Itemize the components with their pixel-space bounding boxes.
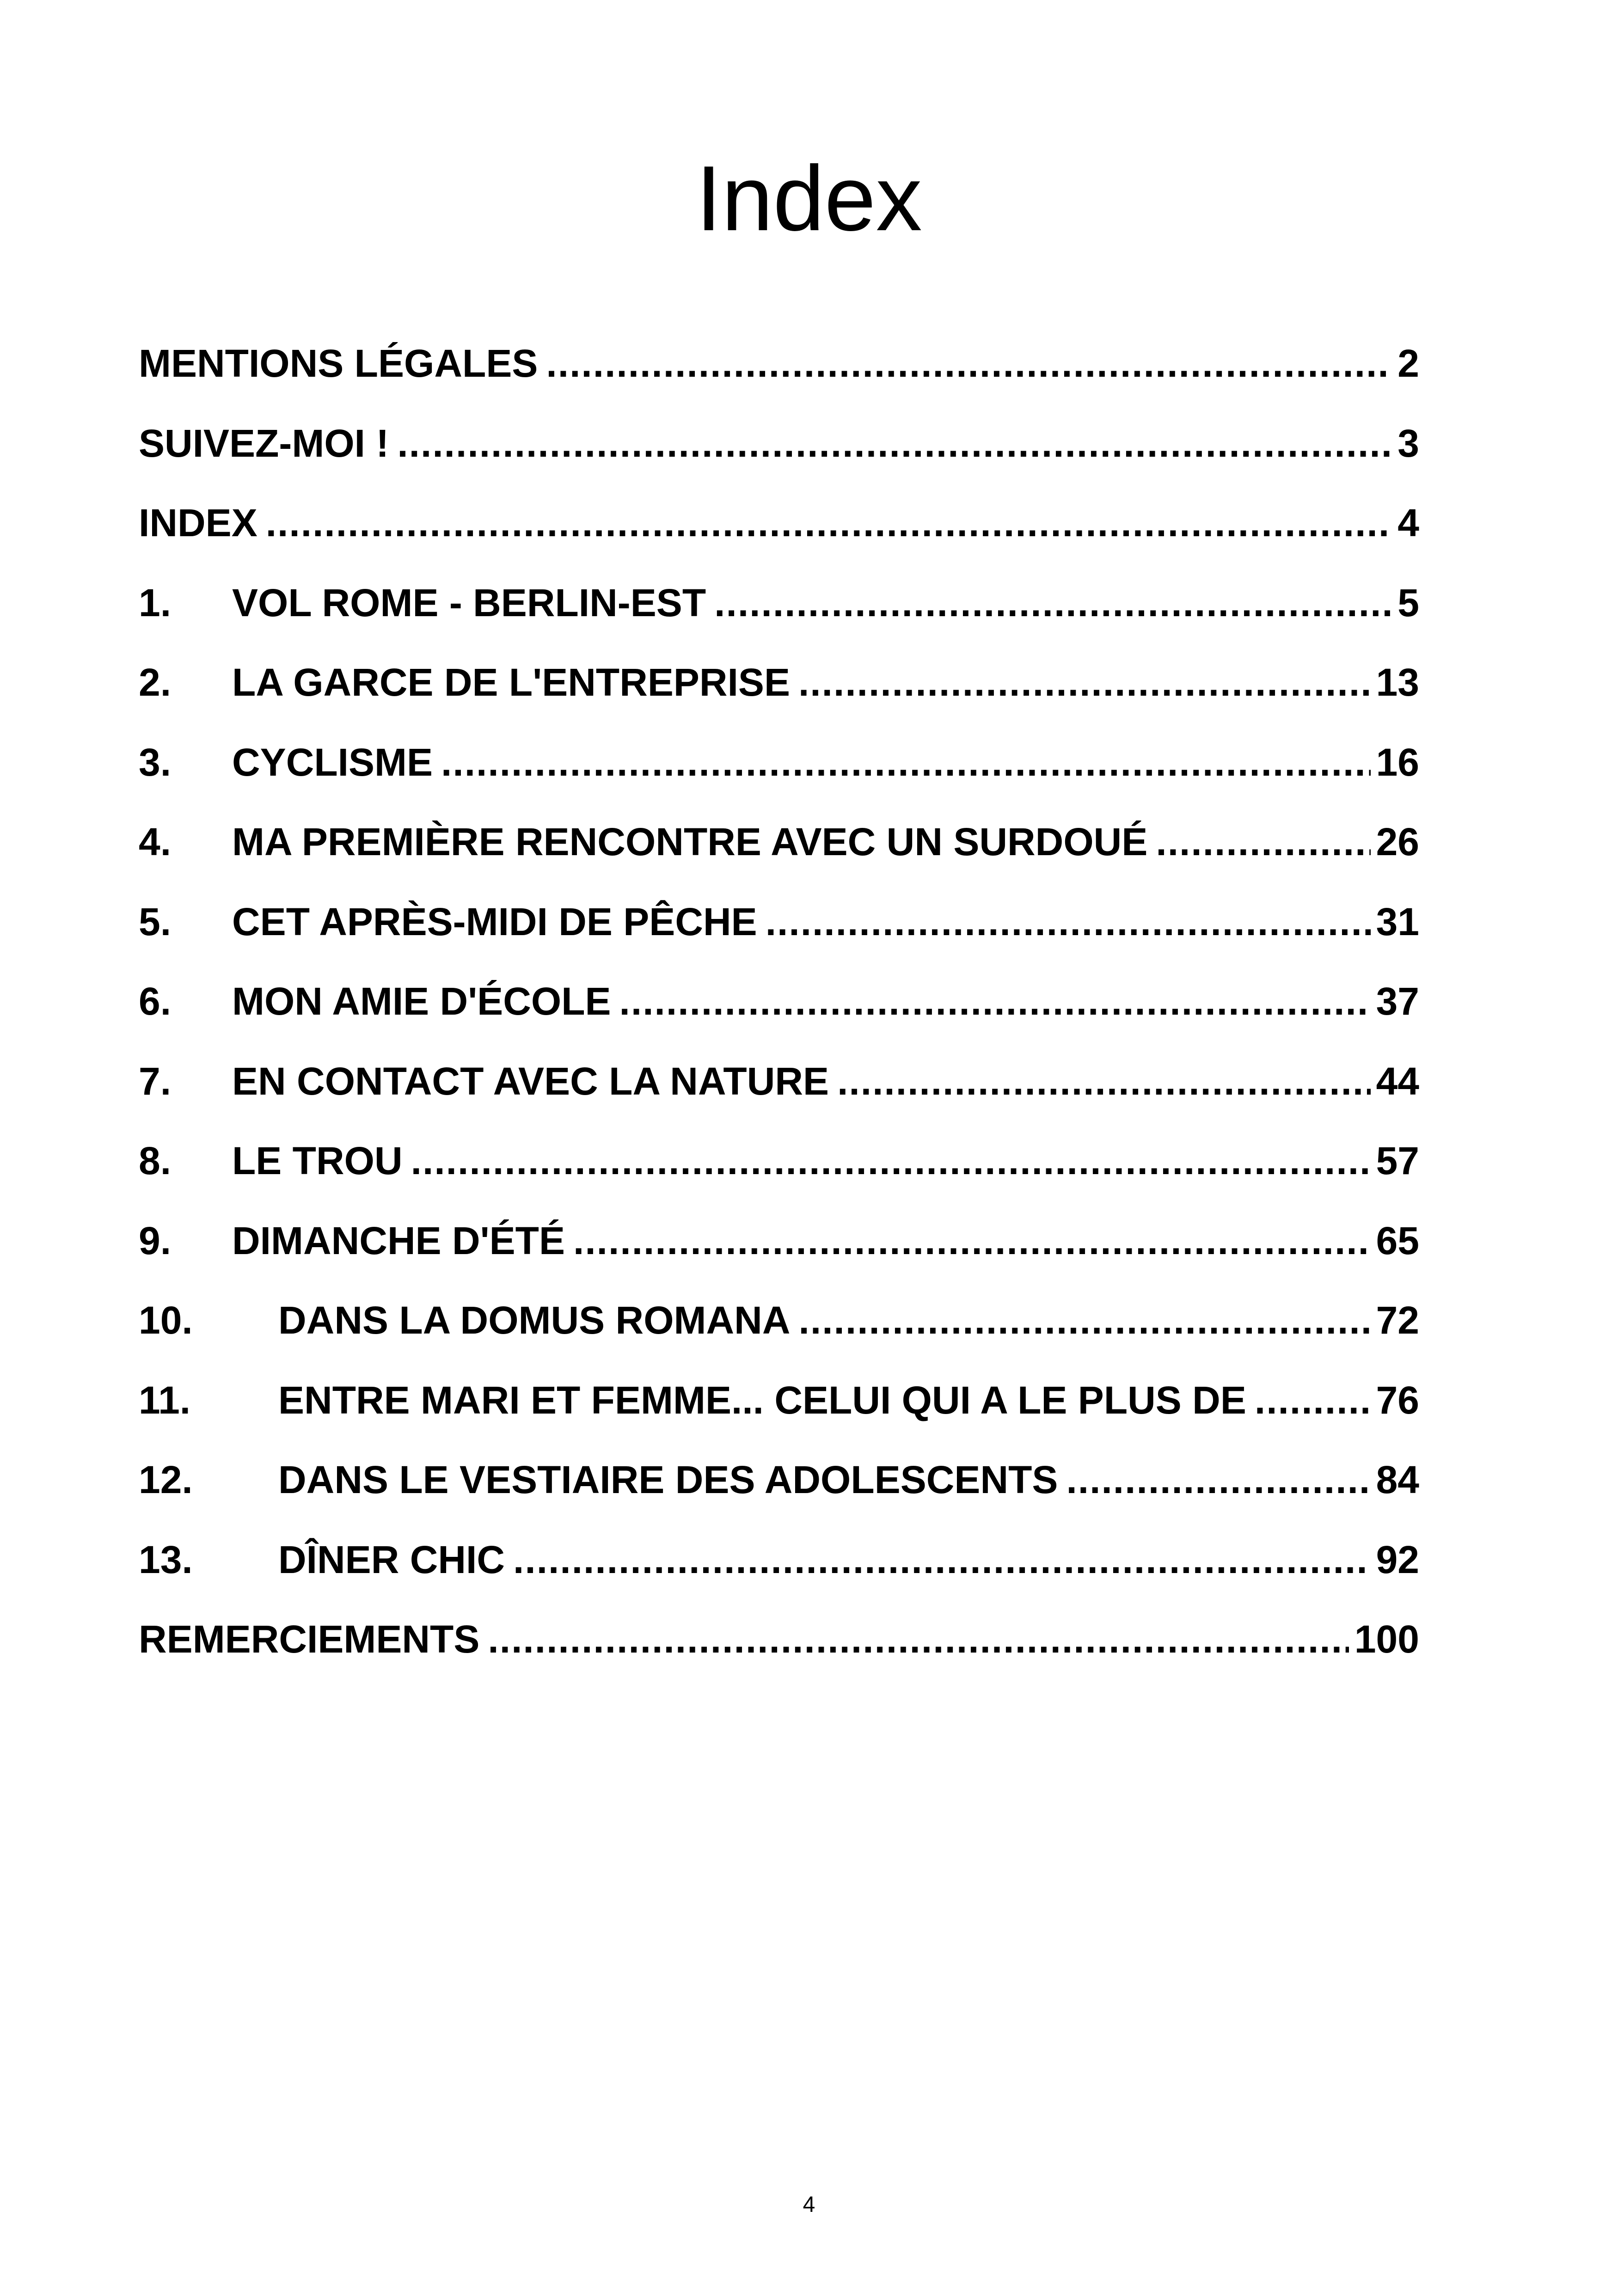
toc-entry-label: CYCLISME xyxy=(232,740,433,784)
toc-entry-number: 13. xyxy=(139,1537,193,1581)
dot-leader xyxy=(266,483,1392,563)
dot-leader xyxy=(411,1121,1371,1201)
toc-entry-label: REMERCIEMENTS xyxy=(139,1617,480,1661)
toc-entry[interactable] xyxy=(139,961,1419,1041)
toc-entry[interactable] xyxy=(139,722,1419,802)
toc-entry-number: 10. xyxy=(139,1298,193,1342)
dot-leader xyxy=(397,404,1392,484)
toc-entry[interactable] xyxy=(139,404,1419,484)
toc-entry[interactable] xyxy=(139,1360,1419,1440)
toc-entry[interactable] xyxy=(139,1041,1419,1121)
dot-leader xyxy=(513,1520,1371,1600)
toc-entry-label: DIMANCHE D'ÉTÉ xyxy=(232,1218,565,1262)
toc-entry-page: 13 xyxy=(1376,661,1419,704)
toc-entry-label: MENTIONS LÉGALES xyxy=(139,342,538,385)
table-of-contents xyxy=(139,324,1419,1679)
toc-entry-label: INDEX xyxy=(139,501,257,545)
toc-entry-number: 4. xyxy=(139,820,172,863)
toc-entry-label: LA GARCE DE L'ENTREPRISE xyxy=(232,661,790,704)
toc-entry-page: 72 xyxy=(1376,1298,1419,1342)
toc-entry-page: 16 xyxy=(1376,740,1419,784)
dot-leader xyxy=(837,1041,1371,1121)
toc-entry[interactable] xyxy=(139,563,1419,643)
toc-entry-number: 5. xyxy=(139,900,172,943)
toc-entry-label: MA PREMIÈRE RENCONTRE AVEC UN SURDOUÉ xyxy=(232,820,1148,863)
toc-entry-page: 92 xyxy=(1376,1537,1419,1581)
toc-entry-label: LE TROU xyxy=(232,1139,403,1182)
dot-leader xyxy=(488,1599,1348,1679)
toc-entry-page: 2 xyxy=(1397,342,1419,385)
toc-entry-number: 6. xyxy=(139,980,172,1023)
toc-entry[interactable] xyxy=(139,643,1419,722)
toc-entry-page: 44 xyxy=(1376,1059,1419,1103)
toc-entry-page: 57 xyxy=(1376,1139,1419,1182)
dot-leader xyxy=(799,1280,1371,1360)
dot-leader xyxy=(619,961,1371,1041)
toc-entry[interactable] xyxy=(139,1201,1419,1281)
toc-entry[interactable] xyxy=(139,324,1419,404)
toc-entry-page: 65 xyxy=(1376,1218,1419,1262)
dot-leader xyxy=(573,1201,1371,1281)
toc-entry[interactable] xyxy=(139,882,1419,962)
toc-entry-label: CET APRÈS-MIDI DE PÊCHE xyxy=(232,900,757,943)
toc-entry[interactable] xyxy=(139,483,1419,563)
dot-leader xyxy=(1066,1440,1370,1520)
toc-entry[interactable] xyxy=(139,1280,1419,1360)
toc-entry-page: 26 xyxy=(1376,820,1419,863)
toc-entry-page: 5 xyxy=(1397,581,1419,625)
toc-entry-number: 1. xyxy=(139,581,172,625)
toc-entry-number: 7. xyxy=(139,1059,172,1103)
toc-entry-page: 84 xyxy=(1376,1458,1419,1501)
toc-entry-number: 3. xyxy=(139,740,172,784)
toc-entry[interactable] xyxy=(139,1121,1419,1201)
toc-entry-label: DANS LE VESTIAIRE DES ADOLESCENTS xyxy=(278,1458,1058,1501)
page-title: Index xyxy=(696,147,922,250)
toc-entry-label: ENTRE MARI ET FEMME... CELUI QUI A LE PLUS DE xyxy=(278,1378,1246,1422)
toc-entry-label: DANS LA DOMUS ROMANA xyxy=(278,1298,791,1342)
toc-entry-number: 11. xyxy=(139,1378,191,1422)
toc-entry[interactable] xyxy=(139,802,1419,882)
dot-leader xyxy=(714,563,1392,643)
page-number: 4 xyxy=(803,2192,815,2217)
toc-entry-label: SUIVEZ-MOI ! xyxy=(139,421,389,465)
dot-leader xyxy=(766,882,1371,962)
dot-leader xyxy=(1255,1360,1371,1440)
dot-leader xyxy=(546,324,1392,404)
toc-entry[interactable] xyxy=(139,1440,1419,1520)
toc-entry-page: 37 xyxy=(1376,980,1419,1023)
toc-entry-number: 8. xyxy=(139,1139,172,1182)
toc-entry[interactable] xyxy=(139,1599,1419,1679)
toc-entry-page: 31 xyxy=(1376,900,1419,943)
toc-entry-page: 3 xyxy=(1397,421,1419,465)
dot-leader xyxy=(441,722,1371,802)
dot-leader xyxy=(1156,802,1370,882)
toc-entry-label: VOL ROME - BERLIN-EST xyxy=(232,581,706,625)
toc-entry-page: 100 xyxy=(1354,1617,1419,1661)
toc-entry[interactable] xyxy=(139,1520,1419,1600)
toc-entry-label: EN CONTACT AVEC LA NATURE xyxy=(232,1059,829,1103)
toc-entry-label: DÎNER CHIC xyxy=(278,1537,505,1581)
toc-entry-number: 2. xyxy=(139,661,172,704)
dot-leader xyxy=(798,643,1371,722)
toc-entry-page: 76 xyxy=(1376,1378,1419,1422)
toc-entry-page: 4 xyxy=(1397,501,1419,545)
toc-entry-number: 9. xyxy=(139,1218,172,1262)
toc-entry-label: MON AMIE D'ÉCOLE xyxy=(232,980,611,1023)
toc-entry-number: 12. xyxy=(139,1458,193,1501)
